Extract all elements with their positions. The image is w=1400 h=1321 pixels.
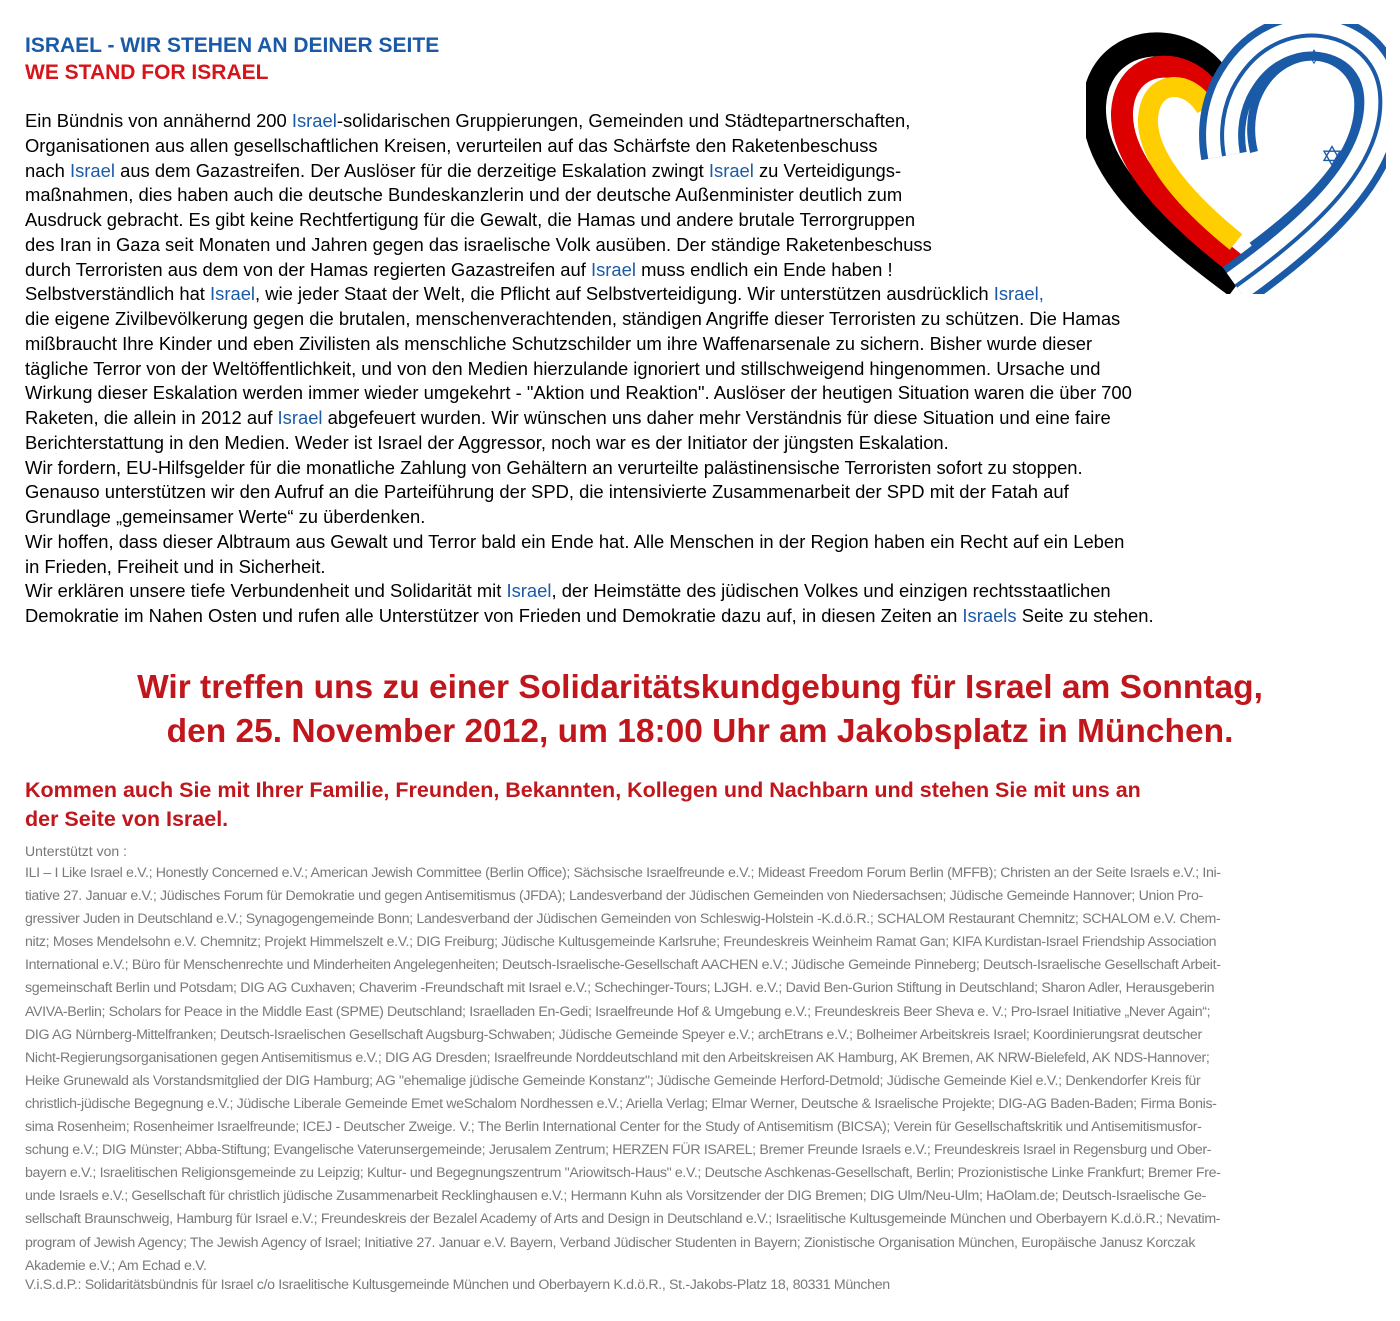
- israel-highlight: Israel: [506, 580, 552, 602]
- body-line: [25, 332, 1387, 357]
- supporters-line: sellschaft Braunschweig, Hamburg für Israel e.V.; Freundeskreis der Bezalel Academy of Arts and Design in Deutschland e.V.; Israelitische Kultusgemeinde München und Oberbayern K.d.ö.R.; Nevatim-: [25, 1211, 1221, 1228]
- israel-highlight: Israel: [708, 159, 754, 181]
- body-line: [25, 406, 1387, 431]
- supporters-line: tiative 27. Januar e.V.; Jüdisches Forum für Demokratie und gegen Antisemitismus (JFDA); Landesverband der Jüdischen Gemeinden von Niedersachsen; Jüdische Gemeinde Hannover; Union Pro-: [25, 888, 1203, 905]
- supporters-line: gressiver Juden in Deutschland e.V.; Synagogengemeinde Bonn; Landesverband der Jüdischen Gemeinden von Schleswig-Holstein -K.d.ö.R.; SCHALOM Restaurant Chemnitz; SCHALOM e.V. Chem-: [25, 911, 1221, 928]
- body-text-segment: abgefeuert wurden. Wir wünschen uns daher mehr Verständnis für diese Situation und eine faire: [322, 407, 1111, 428]
- israel-highlight: Israel: [291, 110, 337, 131]
- page-title-de: ISRAEL - WIR STEHEN AN DEINER SEITE: [25, 34, 440, 57]
- body-line: [25, 579, 1387, 604]
- body-line: [25, 282, 1387, 307]
- body-text-segment: Selbstverständlich hat: [25, 283, 211, 305]
- body-line: [25, 159, 1387, 184]
- body-line: [25, 530, 1387, 555]
- body-line: [25, 505, 1387, 530]
- body-line: [25, 555, 1387, 580]
- body-line: [25, 208, 1387, 233]
- israel-highlight: Israel: [210, 283, 256, 305]
- body-line: [25, 109, 1387, 134]
- body-line: [25, 233, 1387, 258]
- supporters-list: [25, 862, 1375, 1278]
- supporters-line: sgemeinschaft Berlin und Potsdam; DIG AG Cuxhaven; Chaverim -Freundschaft mit Israel e.V.; Schechinger-Tours; LJGH. e.V.; David Ben-Gurion Stiftung in Deutschland; Sharon Adler, Herausgeberin: [25, 980, 1215, 997]
- invitation-line: Kommen auch Sie mit Ihrer Familie, Freunden, Bekannten, Kollegen und Nachbarn und stehen Sie mit uns an: [25, 778, 1141, 802]
- body-text-segment: Berichterstattung in den Medien. Weder ist Israel der Aggressor, noch war es der Initiator der jüngsten Eskalation.: [25, 431, 949, 453]
- body-text-segment: tägliche Terror von der Weltöffentlichkeit, und von den Medien hierzulande ignoriert und stillschweigend hingenommen. Ursache und: [25, 357, 1101, 379]
- israel-highlight: Israel,: [993, 283, 1044, 305]
- event-headline: [0, 666, 1400, 754]
- israel-highlight: Israel: [277, 407, 323, 428]
- body-text-segment: Demokratie im Nahen Osten und rufen alle Unterstützer von Frieden und Demokratie dazu auf, in diesen Zeiten an: [25, 605, 963, 626]
- body-text-segment: , der Heimstätte des jüdischen Volkes und einzigen rechtsstaatlichen: [551, 580, 1111, 602]
- supporters-line: International e.V.; Büro für Menschenrechte und Minderheiten Angelegenheiten; Deutsch-Israelische-Gesellschaft AACHEN e.V.; Jüdische Gemeinde Pinneberg; Deutsch-Israelische Gesellschaft Arbeit-: [25, 957, 1221, 974]
- supporters-line: ILI – I Like Israel e.V.; Honestly Concerned e.V.; American Jewish Committee (Berlin Office); Sächsische Israelfreunde e.V.; Mideast Freedom Forum Berlin (MFFB); Christen an der Seite Israels e.V.; Ini-: [25, 865, 1221, 881]
- supporters-label: Unterstützt von :: [25, 843, 127, 859]
- body-text-segment: durch Terroristen aus dem von der Hamas regierten Gazastreifen auf: [25, 258, 591, 280]
- manifesto-text: [25, 109, 1387, 629]
- body-text-segment: Ein Bündnis von annähernd 200: [25, 110, 292, 131]
- star-of-david-icon-bottom: ✡: [1320, 141, 1344, 172]
- supporters-line: DIG AG Nürnberg-Mittelfranken; Deutsch-Israelischen Gesellschaft Augsburg-Schwaben; Jüdische Gemeinde Speyer e.V.; archEtrans e.V.; Bolheimer Arbeitskreis Israel; Koordinierungsrat deutscher: [25, 1026, 1202, 1043]
- event-headline-line: den 25. November 2012, um 18:00 Uhr am Jakobsplatz in München.: [166, 713, 1234, 750]
- body-line: [25, 183, 1387, 208]
- event-headline-line: Wir treffen uns zu einer Solidaritätskundgebung für Israel am Sonntag,: [137, 669, 1263, 706]
- israel-highlight: Israel: [70, 159, 115, 181]
- supporters-line: bayern e.V.; Israelitischen Religionsgemeinde zu Leipzig; Kultur- und Begegnungszentrum "Ariowitsch-Haus" e.V.; Deutsche Aschkenas-Gesellschaft, Berlin; Prozionistische Linke Frankfurt; Bremer Fre-: [25, 1165, 1221, 1182]
- body-text-segment: Organisationen aus allen gesellschaftlichen Kreisen, verurteilen auf das Schärfste den Raketenbeschuss: [25, 134, 878, 156]
- page-title-en: WE STAND FOR ISRAEL: [25, 61, 269, 84]
- supporters-line: Nicht-Regierungsorganisationen gegen Antisemitismus e.V.; DIG AG Dresden; Israelfreunde Norddeutschland mit den Arbeitskreisen AK Hamburg, AK Bremen, AK NRW-Bielefeld, AK NDS-Hannover;: [25, 1049, 1210, 1066]
- body-text-segment: Wir fordern, EU-Hilfsgelder für die monatliche Zahlung von Gehältern an verurteilte palästinensische Terroristen sofort zu stoppen.: [25, 456, 1083, 478]
- body-text-segment: die eigene Zivilbevölkerung gegen die brutalen, menschenverachtenden, ständigen Angriffe dieser Terroristen zu schützen. Die Hamas: [25, 308, 1121, 329]
- body-text-segment: maßnahmen, dies haben auch die deutsche Bundeskanzlerin und der deutsche Außenminister deutlich zum: [25, 184, 903, 206]
- supporters-line: schung e.V.; DIG Münster; Abba-Stiftung; Evangelische Vaterunsergemeinde; Jerusalem Zentrum; HERZEN FÜR ISAREL; Bremer Freunde Israels e.V.; Freundeskreis Israel in Regensburg und Ober-: [25, 1142, 1212, 1159]
- supporters-line: Heike Grunewald als Vorstandsmitglied der DIG Hamburg; AG "ehemalige jüdische Gemeinde Konstanz"; Jüdische Gemeinde Herford-Detmold; Jüdische Gemeinde Kiel e.V.; Denkendorfer Kreis für: [25, 1072, 1201, 1089]
- invitation-text: [25, 776, 1385, 834]
- supporters-line: AVIVA-Berlin; Scholars for Peace in the Middle East (SPME) Deutschland; Israelladen En-Gedi; Israelfreunde Hof & Umgebung e.V.; Freundeskreis Beer Sheva e. V.; Pro-Israel Initiative „Never Again“;: [25, 1003, 1211, 1020]
- supporters-line: christlich-jüdische Begegnung e.V.; Jüdische Liberale Gemeinde Emet weSchalom Nordhessen e.V.; Ariella Verlag; Elmar Werner, Deutsche & Israelische Projekte; DIG-AG Baden-Baden; Firma Bonis-: [25, 1095, 1217, 1112]
- body-text-segment: Wirkung dieser Eskalation werden immer wieder umgekehrt - "Aktion und Reaktion". Auslöser der heutigen Situation waren die über 700: [25, 382, 1132, 404]
- body-text-segment: muss endlich ein Ende haben !: [635, 258, 893, 280]
- visdp-footer: V.i.S.d.P.: Solidaritätsbündnis für Israel c/o Israelitische Kultusgemeinde München und Oberbayern K.d.ö.R., St.-Jakobs-Platz 18, 80331 München: [25, 1277, 890, 1293]
- body-text-segment: des Iran in Gaza seit Monaten und Jahren gegen das israelische Volk ausüben. Der ständige Raketenbeschuss: [25, 233, 932, 255]
- body-line: [25, 307, 1387, 332]
- body-text-segment: Wir hoffen, dass dieser Albtraum aus Gewalt und Terror bald ein Ende hat. Alle Menschen in der Region haben ein Recht auf ein Leben: [25, 530, 1125, 552]
- body-line: [25, 456, 1387, 481]
- body-line: [25, 604, 1387, 629]
- body-text-segment: in Frieden, Freiheit und in Sicherheit.: [25, 555, 326, 577]
- body-line: [25, 357, 1387, 382]
- israel-highlight: Israels: [962, 605, 1017, 626]
- body-text-segment: mißbraucht Ihre Kinder und eben Zivilisten als menschliche Schutzschilder um ihre Waffenarsenale zu sichern. Bisher wurde dieser: [25, 332, 1093, 354]
- body-text-segment: aus dem Gazastreifen. Der Auslöser für die derzeitige Eskalation zwingt: [114, 159, 709, 181]
- body-text-segment: Raketen, die allein in 2012 auf: [25, 407, 278, 428]
- supporters-line: unde Israels e.V.; Gesellschaft für christlich jüdische Zusammenarbeit Recklinghausen e.V.; Hermann Kuhn als Vorsitzender der DIG Bremen; DIG Ulm/Neu-Ulm; HaOlam.de; Deutsch-Israelische Ge-: [25, 1188, 1207, 1205]
- supporters-line: nitz; Moses Mendelsohn e.V. Chemnitz; Projekt Himmelszelt e.V.; DIG Freiburg; Jüdische Kultusgemeinde Karlsruhe; Freundeskreis Weinheim Ramat Gan; KIFA Kurdistan-Israel Friendship Association: [25, 934, 1217, 951]
- star-of-david-icon-top: ✡: [1305, 47, 1323, 69]
- body-text-segment: , wie jeder Staat der Welt, die Pflicht auf Selbstverteidigung. Wir unterstützen ausdrücklich: [255, 283, 994, 305]
- israel-highlight: Israel: [590, 258, 636, 280]
- body-line: [25, 480, 1387, 505]
- body-text-segment: Genauso unterstützen wir den Aufruf an die Parteiführung der SPD, die intensivierte Zusammenarbeit der SPD mit der Fatah auf: [25, 481, 1069, 503]
- supporters-line: program of Jewish Agency; The Jewish Agency of Israel; Initiative 27. Januar e.V. Bayern, Verband Jüdischer Studenten in Bayern; Zionistische Organisation München, Europäische Janusz Korczak: [25, 1234, 1196, 1251]
- body-line: [25, 431, 1387, 456]
- body-text-segment: zu Verteidigungs-: [753, 159, 902, 181]
- supporters-line: sima Rosenheim; Rosenheimer Israelfreunde; ICEJ - Deutscher Zweige. V.; The Berlin International Center for the Study of Antisemitism (BICSA); Verein für Gesellschaftskritik und Antisemitismusfor-: [25, 1119, 1202, 1136]
- body-line: [25, 381, 1387, 406]
- body-text-segment: nach: [25, 159, 70, 181]
- body-line: [25, 258, 1387, 283]
- body-text-segment: -solidarischen Gruppierungen, Gemeinden und Städtepartnerschaften,: [336, 110, 911, 131]
- body-line: [25, 134, 1387, 159]
- invitation-line: der Seite von Israel.: [25, 807, 229, 831]
- body-text-segment: Seite zu stehen.: [1016, 605, 1154, 626]
- supporters-line: Akademie e.V.; Am Echad e.V.: [25, 1257, 207, 1274]
- body-text-segment: Wir erklären unsere tiefe Verbundenheit und Solidarität mit: [25, 580, 507, 602]
- body-text-segment: Ausdruck gebracht. Es gibt keine Rechtfertigung für die Gewalt, die Hamas und andere brutale Terrorgruppen: [25, 209, 916, 230]
- body-text-segment: Grundlage „gemeinsamer Werte“ zu überdenken.: [25, 506, 426, 527]
